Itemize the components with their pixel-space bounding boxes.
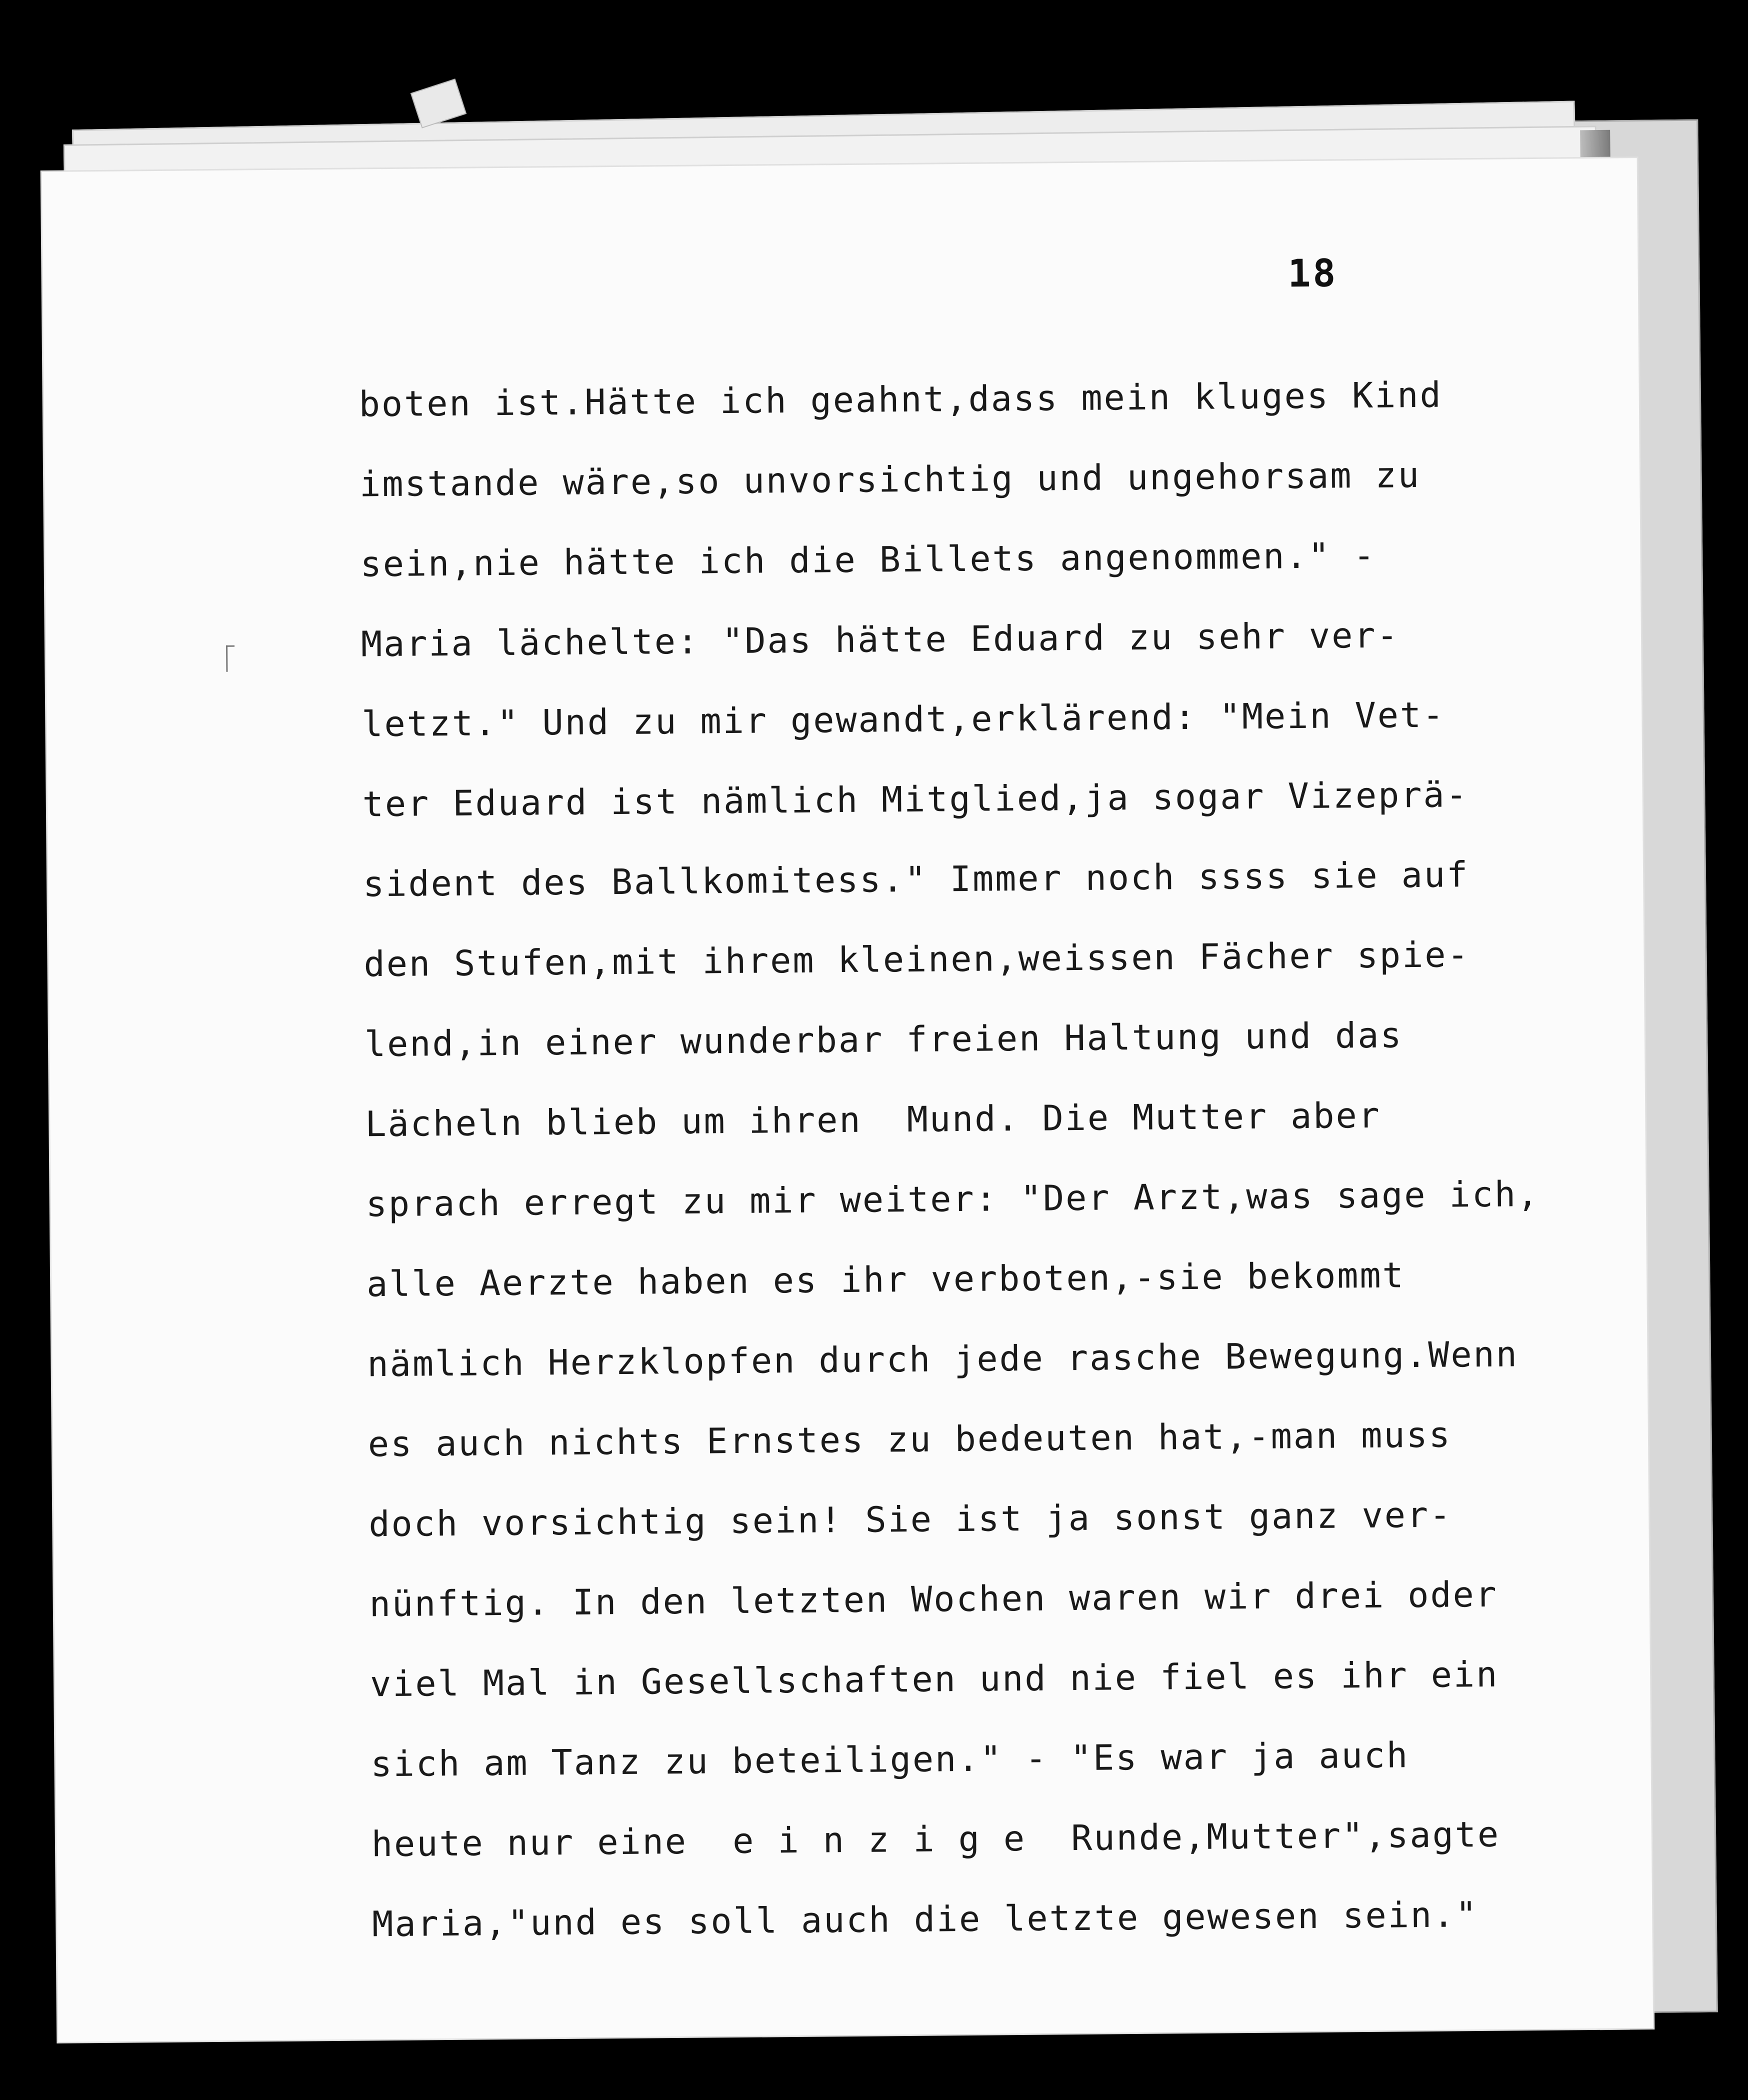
text-line: boten ist.Hätte ich geahnt,dass mein kluges Kind [358, 374, 1442, 425]
typed-text-body [358, 354, 1622, 1964]
text-line: ter Eduard ist nämlich Mitglied,ja sogar Vizeprä- [362, 774, 1469, 825]
text-line: doch vorsichtig sein! Sie ist ja sonst ganz ver- [368, 1494, 1452, 1545]
margin-mark [226, 646, 234, 672]
text-line: alle Aerzte haben es ihr verboten,-sie bekommt [366, 1254, 1406, 1305]
text-line: heute nur eine e i n z i g e Runde,Mutter",sagte [371, 1814, 1500, 1865]
text-line: imstande wäre,so unvorsichtig und ungehorsam zu [359, 454, 1421, 505]
text-line: Maria,"und es soll auch die letzte gewesen sein." [372, 1894, 1478, 1945]
text-line: letzt." Und zu mir gewandt,erklärend: "Mein Vet- [362, 694, 1446, 745]
text-line: sprach erregt zu mir weiter: "Der Arzt,was sage ich, [366, 1173, 1540, 1225]
text-line: nünftig. In den letzten Wochen waren wir drei oder [369, 1574, 1498, 1625]
page-number: 18 [1288, 250, 1338, 296]
text-line: Maria lächelte: "Das hätte Eduard zu sehr ver- [360, 614, 1400, 665]
text-line: sein,nie hätte ich die Billets angenommen." - [360, 534, 1376, 585]
text-line: nämlich Herzklopfen durch jede rasche Bewegung.Wenn [367, 1334, 1519, 1385]
text-line: sident des Ballkomitess." Immer noch ssss sie auf [362, 854, 1470, 905]
text-line: den Stufen,mit ihrem kleinen,weissen Fächer spie- [364, 934, 1470, 985]
typed-page [42, 158, 1654, 2042]
torn-paper-tab [410, 78, 466, 128]
text-line: Lächeln blieb um ihren Mund. Die Mutter aber [365, 1094, 1382, 1145]
text-line: sich am Tanz zu beteiligen." - "Es war ja auch [370, 1734, 1410, 1785]
text-line: viel Mal in Gesellschaften und nie fiel es ihr ein [370, 1654, 1499, 1705]
text-line: lend,in einer wunderbar freien Haltung und das [364, 1014, 1403, 1065]
text-line: es auch nichts Ernstes zu bedeuten hat,-man muss [368, 1414, 1452, 1465]
